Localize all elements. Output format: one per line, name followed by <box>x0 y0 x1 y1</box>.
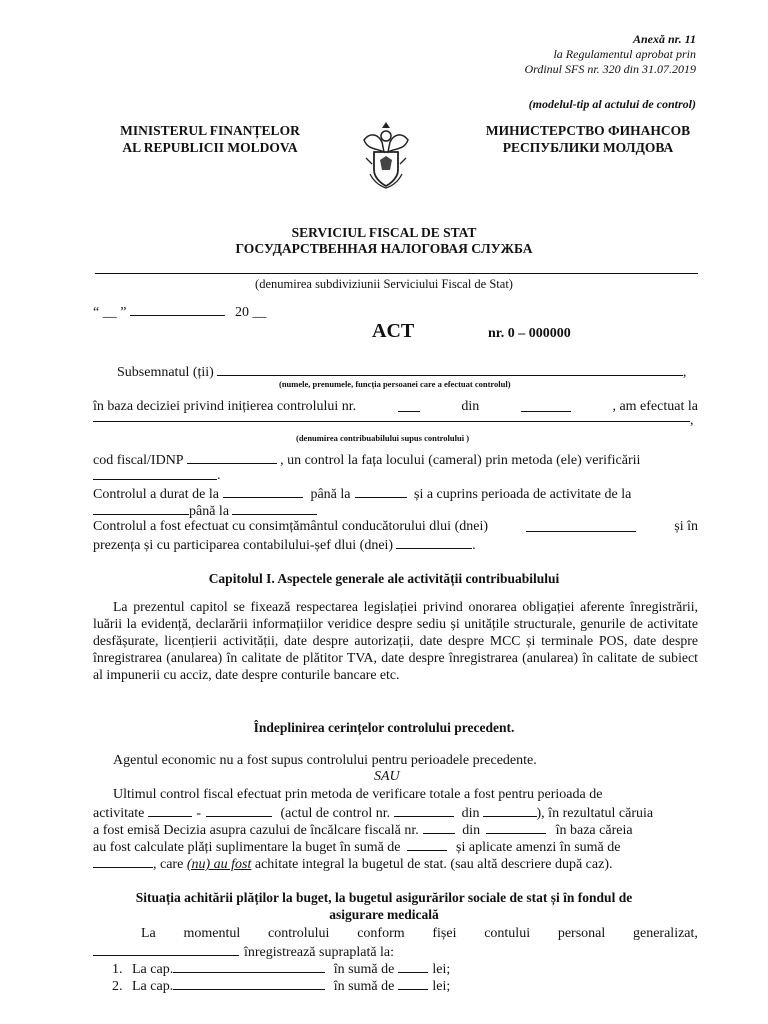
last-control-line2: activitate - (actul de control nr. din ), în rezultatul căruia <box>93 806 654 821</box>
person-caption: (numele, prenumele, funcția persoanei care a efectuat controlul) <box>279 379 511 389</box>
sau-label: SAU <box>374 769 400 784</box>
method-dot: . <box>217 468 221 483</box>
subdivision-line <box>95 273 698 274</box>
previous-control-heading: Îndeplinirea cerințelor controlului precedent. <box>253 720 515 735</box>
service-title-ro: SERVICIUL FISCAL DE STAT <box>291 225 477 240</box>
taxpayer-comma: , <box>690 413 694 428</box>
model-note: (modelul-tip al actului de control) <box>528 97 696 111</box>
list-item: 1. La cap. în sumă de lei; <box>112 962 451 977</box>
not-subject-text: Agentul economic nu a fost supus controlului pentru perioadele precedente. <box>113 753 537 768</box>
coat-of-arms-icon <box>360 118 412 194</box>
ministry-ru: МИНИСТЕРСТВО ФИНАНСОВ РЕСПУБЛИКИ МОЛДОВА <box>485 123 691 155</box>
taxpayer-caption: (denumirea contribuabilului supus controlului ) <box>296 433 470 443</box>
chapter1-heading: Capitolul I. Aspectele generale ale activității contribuabilului <box>208 571 560 586</box>
annex-regulation: la Regulamentul aprobat prin <box>553 47 696 61</box>
cod-fiscal-line: cod fiscal/IDNP , un control la fața locului (cameral) prin metoda (ele) verificării <box>93 453 641 468</box>
payments-heading-1: Situația achitării plăților la buget, la bugetul asigurărilor sociale de stat și în fondul de <box>135 890 633 905</box>
decizie-line: în baza deciziei privind inițierea controlului nr. din , am efectuat la <box>93 399 698 414</box>
subdivision-caption: (denumirea subdiviziunii Serviciului Fiscal de Stat) <box>255 277 513 291</box>
ministry-ro: MINISTERUL FINANȚELOR AL REPUBLICII MOLDOVA <box>120 123 300 155</box>
method-line <box>93 479 217 480</box>
payments-intro-line2: înregistrează supraplată la: <box>93 943 394 961</box>
prezenta-line: prezența și cu participarea contabilului-șef dlui (dnei) . <box>93 538 476 553</box>
payments-intro-line1: La momentul controlului conform fișei contului personal generalizat, <box>141 926 698 941</box>
annex-order: Ordinul SFS nr. 320 din 31.07.2019 <box>524 62 696 76</box>
consimtamant-line: Controlul a fost efectuat cu consimțământul conducătorului dlui (dnei) și în <box>93 519 698 534</box>
durat-line: Controlul a durat de la până la și a cuprins perioada de activitate de la <box>93 487 632 502</box>
list-item: 2. La cap. în sumă de lei; <box>112 979 451 994</box>
last-control-line5: , care (nu) au fost achitate integral la bugetul de stat. (sau altă descriere după caz). <box>93 855 612 873</box>
act-number: nr. 0 – 000000 <box>488 326 571 341</box>
last-control-line3: a fost emisă Decizia asupra cazului de încălcare fiscală nr. din în baza căreia <box>93 823 633 838</box>
annex-title: Anexă nr. 11 <box>632 32 696 46</box>
payments-heading-2: asigurare medicală <box>329 907 439 922</box>
act-date: “ __ ” 20 __ <box>93 305 267 320</box>
act-title: ACT <box>372 320 415 342</box>
pana-la-line: până la <box>93 502 317 520</box>
service-title-ru: ГОСУДАРСТВЕННАЯ НАЛОГОВАЯ СЛУЖБА <box>235 241 533 256</box>
last-control-line1: Ultimul control fiscal efectuat prin metoda de verificare totale a fost pentru perioada de <box>113 787 603 802</box>
last-control-line4: au fost calculate plăți suplimentare la buget în sumă de și aplicate amenzi în sumă de <box>93 840 621 855</box>
subsemnatul-line: Subsemnatul (ții) , <box>117 365 687 380</box>
taxpayer-line <box>93 421 690 422</box>
chapter1-paragraph: La prezentul capitol se fixează respectarea legislației privind onorarea obligației aferente înregistrării, luării la evidență, declarării informațiilor veridice despre sediu și unitățile structurale, genurile de activitate desfășurate, licențierii activității, date despre autorizații, date despre MCC și terminale POS, date despre înregistrarea (anularea) în calitate de plătitor TVA, date despre înregistrarea (anularea) în calitate de subiect al impunerii cu acciz, date despre conturile bancare etc. <box>93 599 698 682</box>
